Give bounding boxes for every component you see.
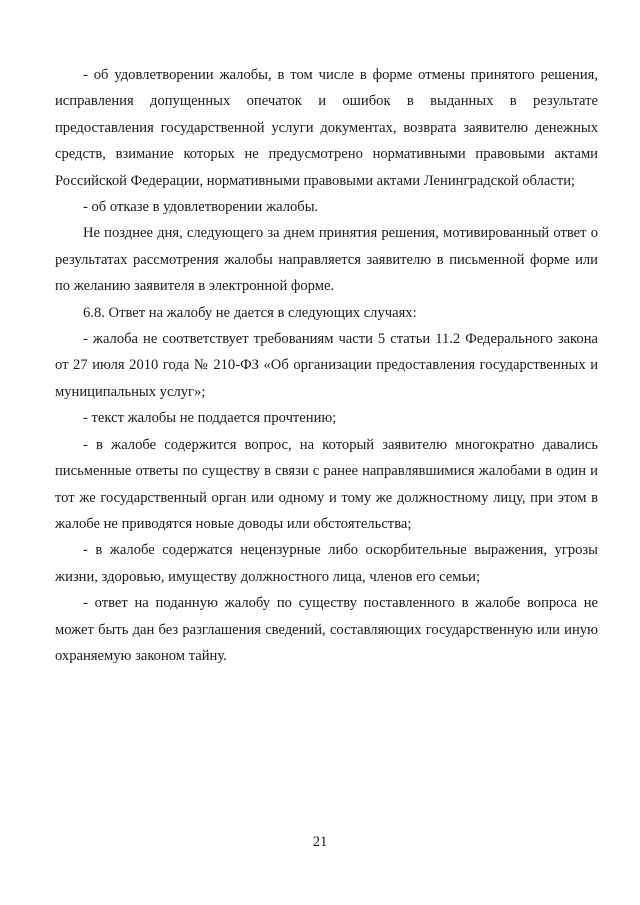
page-number: 21 [312, 834, 328, 850]
paragraph-repeated-question: - в жалобе содержится вопрос, на который заявителю многократно давались письменные ответы по существу в связи с ранее направлявшимися жалобами в один и тот же государственный орган или одному и тому же должностному лицу, при этом в жалобе не приводятся новые доводы или обстоятельства; [55, 436, 598, 532]
paragraph-response-deadline: Не позднее дня, следующего за днем принятия решения, мотивированный ответ о результатах рассмотрения жалобы направляется заявителю в письменной форме или по желанию заявителя в электронной форме. [55, 225, 598, 295]
paragraph-law-requirements: - жалоба не соответствует требованиям части 5 статьи 11.2 Федерального закона от 27 июля 2010 года № 210-ФЗ «Об организации предоставления государственных и муниципальных услуг»; [55, 331, 598, 400]
paragraph-unreadable-text: - текст жалобы не поддается прочтению; [83, 410, 337, 427]
document-body [55, 62, 598, 669]
paragraph-offensive-language: - в жалобе содержатся нецензурные либо оскорбительные выражения, угрозы жизни, здоровью, имуществу должностного лица, членов его семьи; [55, 542, 598, 585]
paragraph-approve-complaint: - об удовлетворении жалобы, в том числе в форме отмены принятого решения, исправления допущенных опечаток и ошибок в выданных в результате предоставления государственной услуги документах, возврата заявителю денежных средств, взимание которых не предусмотрено нормативными правовыми актами Российской Федерации, нормативными правовыми актами Ленинградской области; [55, 67, 598, 189]
paragraph-protected-secret: - ответ на поданную жалобу по существу поставленного в жалобе вопроса не может быть дан без разглашения сведений, составляющих государственную или иную охраняемую законом тайну. [55, 595, 598, 664]
paragraph-reject-complaint: - об отказе в удовлетворении жалобы. [83, 199, 319, 216]
paragraph-section-6-8: 6.8. Ответ на жалобу не дается в следующих случаях: [83, 304, 417, 321]
